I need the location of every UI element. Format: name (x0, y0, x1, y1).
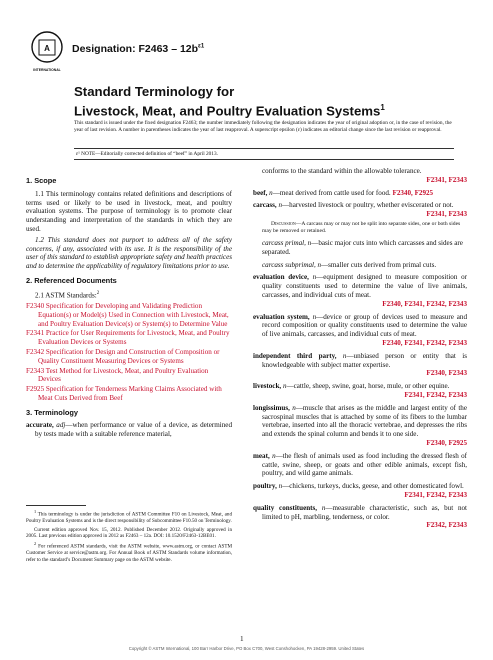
term-meat: meat, n—the flesh of animals used as food including the dressed flesh of cattle, swine, sheep, or goats and other edible animals, except fish, poultry, and wild game animals. (253, 451, 467, 478)
issuance-notice: This standard is issued under the fixed designation F2463; the number immediately following the designation indicates the year of original adoption or, in the case of revision, the year of last revision. A number in parentheses indicates the year of last reapproval. A superscript epsilon (ε) indicates an editorial change since the last revision or reapproval. (74, 120, 452, 134)
reference-list (26, 302, 232, 403)
astm-logo-icon (30, 30, 64, 74)
left-column (26, 173, 232, 443)
footnote-2: $^2$ For referenced ASTM standards, visit the ASTM website, www.astm.org, or contact ASTM Customer Service at service@astm.org. For Annual Book of ASTM Standards volume information, refer to the standard’s Document Summary page on the ASTM website. (26, 541, 232, 563)
scope-paragraph-1: 1.1 This terminology contains related definitions and descriptions of terms used or likely to be used in livestock, meat, and poultry evaluation systems. The purpose of terminology is to promote clear understanding and interpretation of the standards in which they are used. (26, 189, 232, 233)
scope-paragraph-2: 1.2 This standard does not purport to address all of the safety concerns, if any, associated with its use. It is the responsibility of the user of this standard to establish appropriate safety and health practices and to determine the applicability of regulatory limitations prior to use. (26, 235, 232, 271)
title-line-1: Standard Terminology for (74, 84, 235, 99)
editorial-note: ε¹ NOTE—Editorially corrected definition of “beef” in April 2013. (74, 148, 454, 160)
reference-item[interactable]: F2341 Practice for User Requirements for Livestock, Meat, and Poultry Evaluation Devices or Systems (26, 329, 230, 347)
term-evaluation-system: evaluation system, n—device or group of devices used to measure and record composition or quality constituents used to determine the value of live animals, carcasses, and individual cuts of meat. F2340, F2341, F2342, F2343 (253, 312, 467, 347)
term-accurate: accurate, adj—when performance or value of a device, as determined by tests made with a suitable reference material, (26, 421, 232, 439)
reference-item[interactable]: F2340 Specification for Developing and Validating Prediction Equation(s) or Model(s) Used in Connection with Livestock, Meat, and Poultry Evaluation Device(s) or System(s) to Determine Value (26, 301, 229, 328)
term-independent-third-party: independent third party, n—unbiased person or entity that is knowledgeable with subject matter expertise. F2340, F2343 (253, 351, 467, 378)
copyright-footer: Copyright © ASTM International, 100 Barr Harbor Drive, PO Box C700, West Conshohocken, PA 19428-2959. United States (128, 646, 365, 651)
footnote-1-edition: Current edition approved Nov. 15, 2012. Published December 2012. Originally approved in 2005. Last previous edition approved in 2012 as F2463 – 12a. DOI: 10.1520/F2463-12BE01. (26, 526, 232, 539)
scope-heading: 1. Scope (26, 176, 57, 185)
title-line-2: Livestock, Meat, and Poultry Evaluation Systems$^1$ (74, 102, 385, 118)
page-number: 1 (240, 635, 244, 643)
term-livestock: livestock, n—cattle, sheep, swine, goat, horse, mule, or other equine. F2341, F2342, F2343 (253, 382, 467, 399)
svg-text:A: A (44, 44, 50, 53)
term-longissimus: longissimus, n—muscle that arises as the middle and largest entity of the sacrospinal muscles that is attached by some of its fibers to the lumbar vertebrae, inserted into all the thoracic vertebrae, and depresses the ribs and extends the spinal column and bends it to one side. F2340, F2925 (253, 403, 467, 447)
reference-item[interactable]: F2342 Specification for Design and Construction of Composition or Quality Constituent Measuring Devices or Systems (26, 347, 220, 365)
reference-item[interactable]: F2925 Specification for Tenderness Marking Claims Associated with Meat Cuts Derived from Beef (26, 385, 222, 402)
astm-standards-subheading: 2.1 ASTM Standards:$^2$ (35, 290, 100, 300)
right-column (253, 167, 467, 534)
term-evaluation-device: evaluation device, n—equipment designed to measure composition or quality constituents used to determine the value of live animals, carcasses, and individual cuts of meat. F2340, F2341, F2342, F2343 (253, 273, 467, 308)
terminology-heading: 3. Terminology (26, 407, 79, 417)
referenced-documents-heading: 2. Referenced Documents (26, 275, 117, 285)
reference-item[interactable]: F2343 Test Method for Livestock, Meat, and Poultry Evaluation Devices (26, 366, 209, 384)
footnotes (26, 509, 232, 565)
term-carcass-subprimal: carcass subprimal, n—smaller cuts derived from primal cuts. (262, 260, 437, 269)
svg-text:INTERNATIONAL: INTERNATIONAL (33, 68, 61, 72)
term-carcass: carcass, n—harvested livestock or poultry, whether eviscerated or not. F2341, F2343 (253, 201, 467, 219)
term-poultry: poultry, n—chickens, turkeys, ducks, geese, and other domesticated fowl. F2341, F2342, F2343 (253, 482, 467, 499)
page-title (74, 84, 434, 118)
term-beef: beef, n—meat derived from cattle used for food. F2340, F2925 (253, 188, 434, 197)
term-accurate-continued: conforms to the standard within the allowable tolerance. F2341, F2343 (262, 167, 467, 184)
carcass-discussion: Discussion—A carcass may or may not be split into separate sides, one or both sides may be removed or retained. (262, 220, 461, 234)
footnote-rule (26, 505, 86, 506)
designation-text: Designation: F2463 – 12b (72, 43, 199, 55)
term-quality-constituents: quality constituents, n—measurable characteristic, such as, but not limited to pH, marbling, tenderness, or color. F2342, F2343 (253, 503, 468, 530)
designation (72, 43, 204, 55)
title-footnote-mark: 1 (380, 102, 385, 112)
term-carcass-primal: carcass primal, n—basic major cuts into which carcasses and sides are separated. (262, 238, 463, 256)
footnote-1: $^1$ This terminology is under the jurisdiction of ASTM Committee F10 on Livestock, Meat, and Poultry Evaluation Systems and is the direct responsibility of Subcommittee F10.50 on Terminology. (26, 509, 232, 525)
designation-superscript: ε1 (198, 43, 205, 50)
